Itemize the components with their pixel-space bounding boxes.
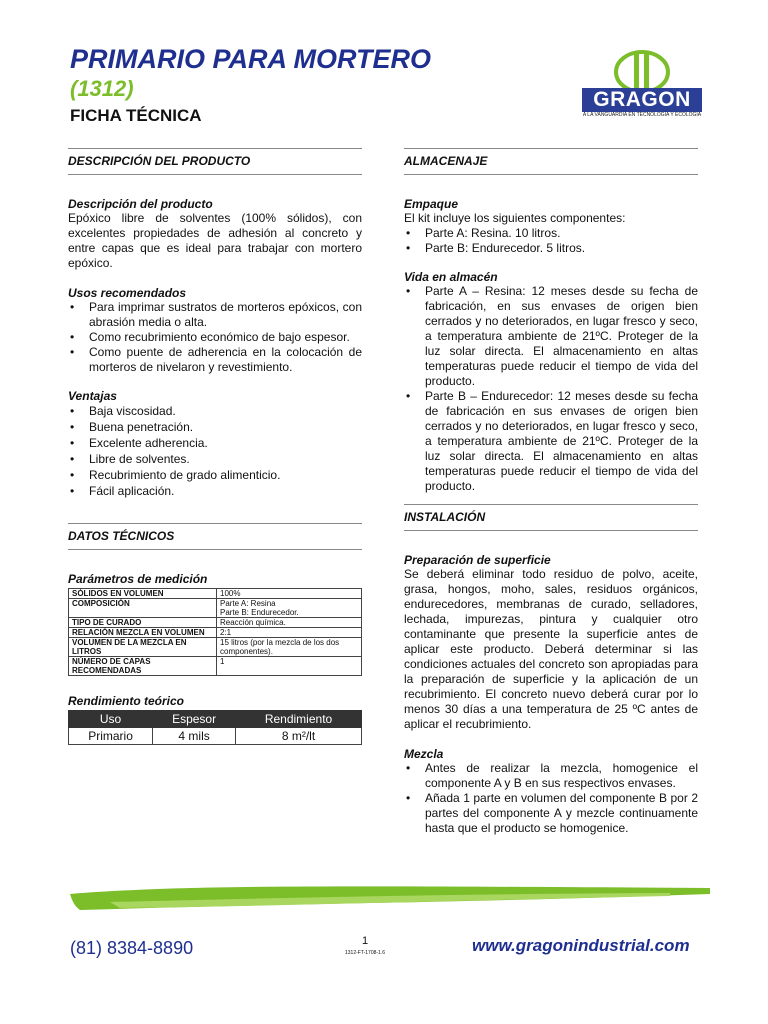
footer-website-link[interactable]: www.gragonindustrial.com: [472, 936, 690, 955]
shelf-life-list: [404, 284, 698, 494]
mixing-list: [404, 761, 698, 836]
logo-slogan: A LA VANGUARDIA EN TECNOLOGÍA Y ECOLOGÍA: [582, 112, 702, 118]
logo-text: GRAGON: [593, 88, 691, 111]
parameters-table: [68, 588, 362, 676]
param-key: COMPOSICIÓN: [69, 599, 217, 618]
list-item: • Buena penetración.: [68, 419, 362, 435]
column-header: Rendimiento: [236, 711, 362, 728]
table-header-row: [69, 711, 362, 728]
param-value: Parte A: Resina Parte B: Endurecedor.: [217, 599, 362, 618]
list-item: • Recubrimiento de grado alimenticio.: [68, 467, 362, 483]
column-header: Uso: [69, 711, 153, 728]
param-value: 1: [217, 657, 362, 676]
list-item: • Como puente de adherencia en la colocación de morteros de nivelaron y revestimiento.: [68, 345, 362, 375]
uses-list: [68, 300, 362, 375]
description-subheading: Descripción del producto: [68, 197, 213, 211]
uses-subheading: Usos recomendados: [68, 286, 187, 300]
list-item: • Libre de solventes.: [68, 451, 362, 467]
parameters-subheading: Parámetros de medición: [68, 572, 208, 586]
param-value: Reacción química.: [217, 618, 362, 628]
advantages-subheading: Ventajas: [68, 389, 117, 403]
param-key: VOLUMEN DE LA MEZCLA EN LITROS: [69, 638, 217, 657]
footer-phone: (81) 8384-8890: [70, 938, 194, 958]
list-item: • Parte B – Endurecedor: 12 meses desde su fecha de fabricación en sus envases de origen bien cerrados y no deteriorados, en lugar fresco y seco, a temperatura ambiente de 21ºC. Proteger de la luz solar directa. El almacenamiento en altas temperaturas puede reducir el tiempo de vida del producto.: [404, 389, 698, 494]
table-row: [69, 657, 362, 676]
param-key: RELACIÓN MEZCLA EN VOLUMEN: [69, 628, 217, 638]
param-value: 100%: [217, 589, 362, 599]
param-key: NÚMERO DE CAPAS RECOMENDADAS: [69, 657, 217, 676]
table-row: [69, 628, 362, 638]
product-title: PRIMARIO PARA MORTERO: [70, 44, 432, 74]
table-row: [69, 589, 362, 599]
list-item: • Parte B: Endurecedor. 5 litros.: [404, 241, 698, 256]
page-number: 1: [361, 935, 369, 947]
list-item: • Excelente adherencia.: [68, 435, 362, 451]
table-row: [69, 638, 362, 657]
table-cell: 8 m²/lt: [236, 728, 362, 745]
section-description-heading: DESCRIPCIÓN DEL PRODUCTO: [68, 148, 362, 175]
list-item: • Añada 1 parte en volumen del componente B por 2 partes del componente A y mezcle continuamente hasta que el producto se homogenice.: [404, 791, 698, 836]
mixing-subheading: Mezcla: [404, 747, 444, 761]
list-item: • Fácil aplicación.: [68, 483, 362, 499]
product-code: (1312): [70, 76, 134, 101]
packaging-text: El kit incluye los siguientes componentes:: [404, 211, 626, 225]
table-row: [69, 618, 362, 628]
gragon-logo: [578, 42, 706, 122]
table-row: [69, 728, 362, 745]
shelf-life-subheading: Vida en almacén: [404, 270, 498, 284]
column-header: Espesor: [153, 711, 236, 728]
param-value: 15 litros (por la mezcla de los dos componentes).: [217, 638, 362, 657]
table-cell: 4 mils: [153, 728, 236, 745]
list-item: • Para imprimar sustratos de morteros epóxicos, con abrasión media o alta.: [68, 300, 362, 330]
section-storage-heading: ALMACENAJE: [404, 148, 698, 175]
yield-table: [68, 710, 362, 745]
advantages-list: [68, 403, 362, 499]
surface-prep-subheading: Preparación de superficie: [404, 553, 551, 567]
packaging-list: [404, 226, 698, 256]
param-key: SÓLIDOS EN VOLUMEN: [69, 589, 217, 599]
logo-emblem-icon: [578, 42, 706, 92]
list-item: • Parte A: Resina. 10 litros.: [404, 226, 698, 241]
surface-prep-text: Se deberá eliminar todo residuo de polvo, aceite, grasa, hongos, moho, sales, residuos orgánicos, endurecedores, membranas de curado, selladores, lechada, impurezas, pintura y cualquier otro contaminante que presente la superficie antes de aplicar este producto. Deberá determinar si las condiciones actuales del concreto son apropiadas para la preparación de superficie y la aplicación de un recubrimiento. El concreto nuevo deberá curar por lo menos 30 días a una temperatura de 25 ºC antes de aplicar el recubrimiento.: [404, 567, 698, 731]
table-row: [69, 599, 362, 618]
packaging-subheading: Empaque: [404, 197, 459, 211]
table-cell: Primario: [69, 728, 153, 745]
description-text: Epóxico libre de solventes (100% sólidos), con excelentes propiedades de adhesión al concreto y entre capas que es ideal para trabajar con mortero epóxico.: [68, 211, 362, 270]
section-technical-data-heading: DATOS TÉCNICOS: [68, 523, 362, 550]
footer-swoosh-icon: [70, 880, 710, 920]
list-item: • Parte A – Resina: 12 meses desde su fecha de fabricación, en sus envases de origen bien cerrados y no deteriorados, en lugar fresco y seco, a temperatura ambiente de 21ºC. Proteger de la luz solar directa. El almacenamiento en altas temperaturas puede reducir el tiempo de vida del producto.: [404, 284, 698, 389]
list-item: • Baja viscosidad.: [68, 403, 362, 419]
sheet-type: FICHA TÉCNICA: [70, 106, 202, 125]
yield-subheading: Rendimiento teórico: [68, 694, 185, 708]
param-key: TIPO DE CURADO: [69, 618, 217, 628]
document-code: 1312-FT-1708-1.6: [344, 950, 386, 956]
list-item: • Antes de realizar la mezcla, homogenice el componente A y B en sus respectivos envases.: [404, 761, 698, 791]
left-column: [68, 148, 362, 745]
right-column: [404, 148, 698, 836]
section-installation-heading: INSTALACIÓN: [404, 504, 698, 531]
list-item: • Como recubrimiento económico de bajo espesor.: [68, 330, 362, 345]
param-value: 2:1: [217, 628, 362, 638]
